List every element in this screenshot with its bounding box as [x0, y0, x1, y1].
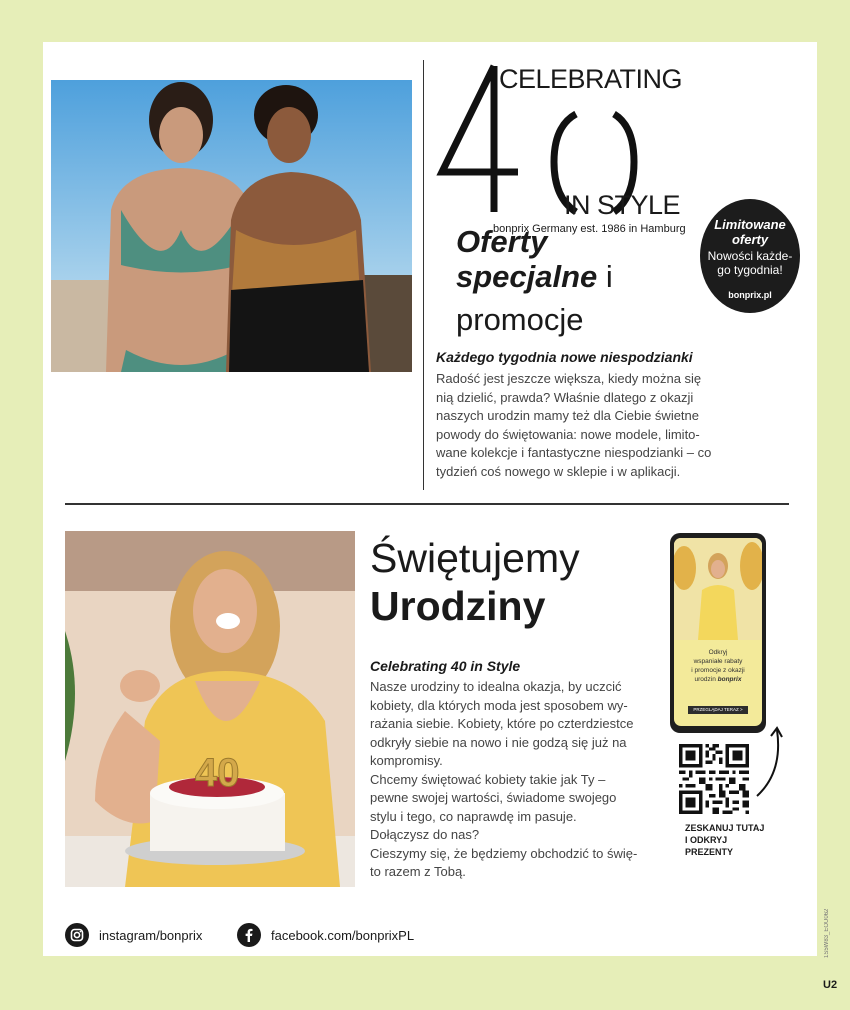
- offers-line: wane kolekcje i fantastyczne niespodzianki – co: [436, 445, 712, 460]
- phone-brand: bonprix: [717, 676, 742, 683]
- phone-line-3: i promocje z okazji: [691, 667, 745, 674]
- scan-line-3: PREZENTY: [685, 847, 734, 857]
- phone-mockup: [670, 533, 766, 733]
- birthday-body: [370, 678, 660, 882]
- phone-line-4: urodzin: [694, 676, 718, 683]
- offers-line: Radość jest jeszcze większa, kiedy można się: [436, 371, 702, 386]
- offers-line: powody do świętowania: nowe modele, limito-: [436, 426, 700, 442]
- birthday-line: to razem z Tobą.: [370, 864, 466, 879]
- phone-screen: [674, 538, 762, 726]
- qr-code[interactable]: [679, 744, 749, 814]
- facebook-icon: [237, 923, 261, 947]
- badge-title: [700, 217, 800, 247]
- badge-line-1: Limitowane: [714, 217, 786, 232]
- catalog-page: [43, 42, 817, 956]
- logo-in-style: IN STYLE: [564, 190, 681, 220]
- offers-heading-promocje: promocje: [456, 302, 584, 337]
- offers-heading: [456, 224, 613, 294]
- phone-line-2: wspaniałe rabaty: [693, 658, 743, 665]
- logo-tagline: bonprix Germany est. 1986 in Hamburg: [493, 223, 686, 235]
- instagram-handle: instagram/bonprix: [99, 927, 203, 943]
- page-number: U2: [823, 979, 838, 991]
- phone-screen-photo: [674, 538, 762, 640]
- birthday-line: stylu i tego, co naprawdę im pasuje.: [370, 808, 577, 824]
- offers-line: tydzień coś nowego w sklepie i w aplikacji.: [436, 463, 681, 479]
- scan-instructions: [685, 822, 764, 858]
- birthday-line: odkryły siebie na nowo i nie godzą się już na: [370, 734, 627, 750]
- phone-screen-text: [678, 648, 758, 684]
- birthday-line: Nasze urodziny to idealna okazja, by uczcić: [370, 679, 622, 694]
- birthday-line: Chcemy świętować kobiety takie jak Ty –: [370, 771, 606, 787]
- badge-text: [700, 249, 800, 277]
- offers-heading-and: i: [597, 259, 613, 294]
- svg-text:40: 40: [195, 751, 240, 795]
- facebook-handle: facebook.com/bonprixPL: [271, 927, 415, 943]
- birthday-line: rażania siebie. Kobiety, które po czterdziestce: [370, 716, 634, 731]
- birthday-heading-bold: Urodziny: [370, 583, 546, 629]
- scan-line-2: I ODKRYJ: [685, 835, 728, 845]
- badge-line-2: oferty: [731, 232, 769, 247]
- curved-arrow-icon: [749, 722, 789, 802]
- offers-heading-line2: specjalne: [456, 259, 598, 294]
- birthday-photo: [65, 531, 355, 887]
- offers-line: naszych urodzin mamy też dla Ciebie świetne: [436, 408, 700, 423]
- logo-celebrating: CELEBRATING: [499, 64, 683, 94]
- limited-offers-badge: [700, 199, 800, 313]
- offers-heading-line1: Oferty: [456, 224, 548, 259]
- catalog-code: 1S5W83_EOU062: [824, 908, 830, 958]
- birthday-line: pewne swojej wartości, świadome swojego: [370, 790, 617, 805]
- badge-line-3: Nowości każde-: [707, 249, 793, 263]
- birthday-heading-light: Świętujemy: [370, 535, 580, 581]
- birthday-subtitle: Celebrating 40 in Style: [370, 658, 521, 674]
- birthday-line: kobiety, dla których moda jest sposobem wy-: [370, 697, 628, 713]
- instagram-icon: [65, 923, 89, 947]
- swimwear-photo: [51, 80, 412, 372]
- scan-line-1: ZESKANUJ TUTAJ: [685, 823, 765, 833]
- offers-subtitle: Każdego tygodnia nowe niespodzianki: [436, 349, 693, 365]
- badge-brand: bonprix.pl: [728, 290, 772, 300]
- birthday-line: kompromisy.: [370, 753, 443, 768]
- phone-line-1: Odkryj: [708, 649, 728, 656]
- birthday-line: Dołączysz do nas?: [370, 827, 480, 842]
- celebrating-40-logo: [436, 62, 736, 235]
- phone-browse-button: PRZEGLĄDAJ TERAZ >: [688, 706, 748, 714]
- offers-line: nią dzielić, prawda? Właśnie dlatego z okazji: [436, 389, 694, 405]
- badge-line-4: go tygodnia!: [717, 263, 783, 277]
- vertical-divider: [423, 60, 424, 490]
- facebook-link[interactable]: [237, 922, 414, 948]
- instagram-link[interactable]: [65, 922, 202, 948]
- horizontal-divider: [65, 503, 789, 505]
- offers-body: [436, 370, 766, 481]
- birthday-line: Cieszymy się, że będziemy obchodzić to świę-: [370, 845, 638, 861]
